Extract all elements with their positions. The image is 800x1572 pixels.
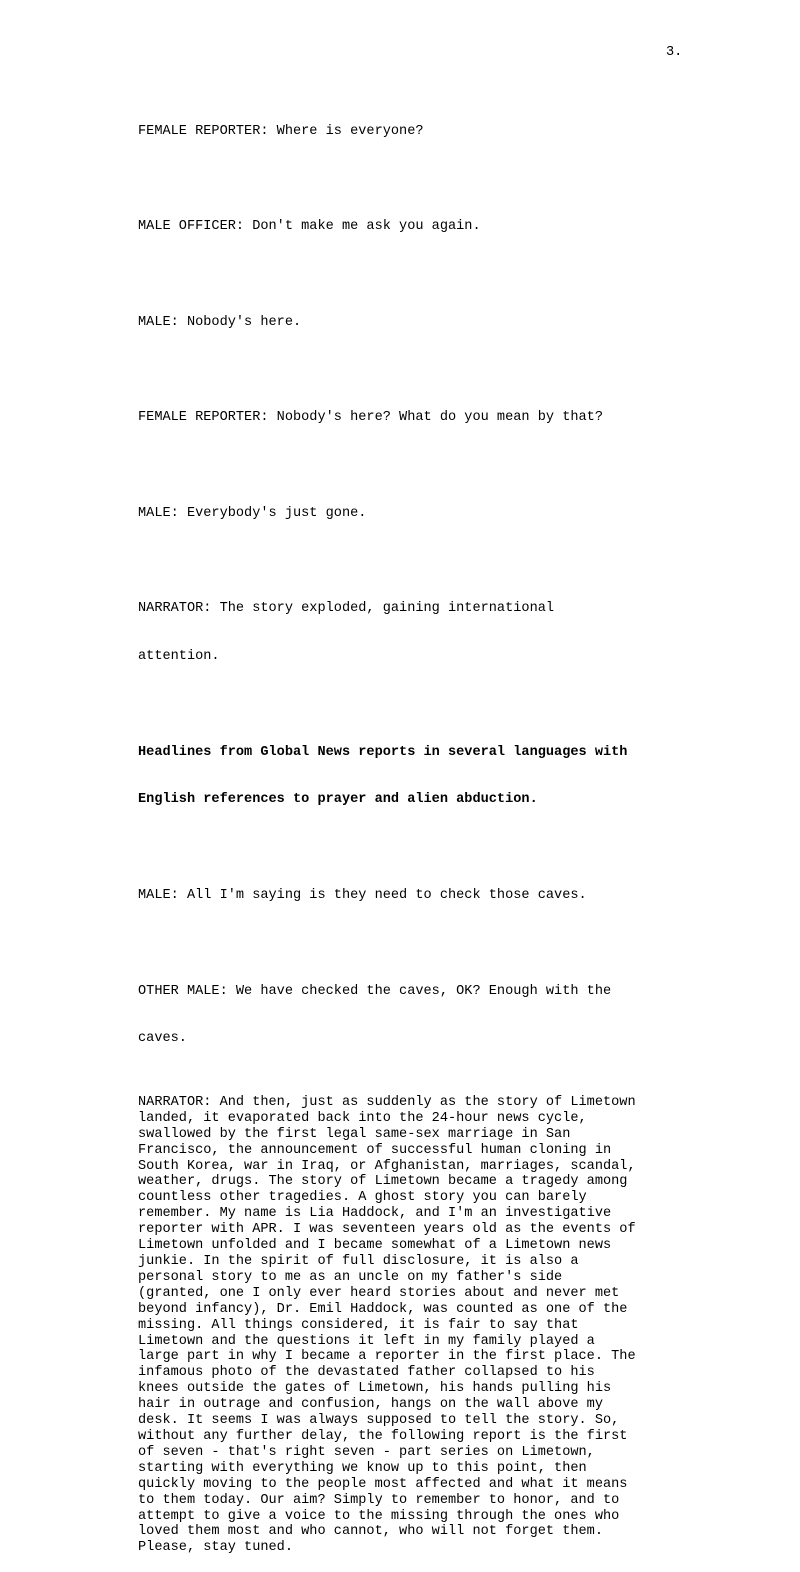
dialogue-line: swallowed by the first legal same-sex marriage in San <box>138 1126 571 1142</box>
dialogue-narrator-2 <box>138 1095 738 1556</box>
dialogue-line: South Korea, war in Iraq, or Afghanistan, marriages, scandal, <box>138 1158 636 1174</box>
dialogue-line: Limetown and the questions it left in my family played a <box>138 1333 595 1349</box>
dialogue-line: beyond infancy), Dr. Emil Haddock, was counted as one of the <box>138 1301 628 1317</box>
dialogue-line: Please, stay tuned. <box>138 1540 293 1556</box>
dialogue-male-2 <box>138 474 738 554</box>
action-headlines <box>138 713 738 840</box>
dialogue-line: reporter with APR. I was seventeen years old as the events of <box>138 1222 636 1238</box>
dialogue-line: knees outside the gates of Limetown, his hands pulling his <box>138 1381 612 1397</box>
dialogue-male-1 <box>138 283 738 363</box>
dialogue-male-officer <box>138 188 738 268</box>
dialogue-female-reporter-1 <box>138 92 738 172</box>
dialogue-line: attention. <box>138 649 220 665</box>
dialogue-male-3 <box>138 856 738 936</box>
dialogue-line: without any further delay, the following report is the first <box>138 1428 628 1444</box>
script-body <box>138 92 738 1572</box>
action-line: English references to prayer and alien abduction. <box>138 792 538 808</box>
dialogue-narrator-1 <box>138 570 738 697</box>
dialogue-line: landed, it evaporated back into the 24-hour news cycle, <box>138 1110 587 1126</box>
dialogue-line: quickly moving to the people most affected and what it means <box>138 1476 628 1492</box>
dialogue-line: Francisco, the announcement of successful human cloning in <box>138 1142 612 1158</box>
dialogue-line: caves. <box>138 1031 187 1047</box>
dialogue-line: MALE: Nobody's here. <box>138 314 302 330</box>
dialogue-other-male <box>138 952 738 1079</box>
dialogue-line: missing. All things considered, it is fair to say that <box>138 1317 579 1333</box>
dialogue-line: OTHER MALE: We have checked the caves, OK? Enough with the <box>138 983 612 999</box>
dialogue-line: Limetown unfolded and I became somewhat of a Limetown news <box>138 1238 612 1254</box>
dialogue-line: MALE: Everybody's just gone. <box>138 505 367 521</box>
action-line: Headlines from Global News reports in several languages with <box>138 744 628 760</box>
dialogue-line: remember. My name is Lia Haddock, and I'm an investigative <box>138 1206 612 1222</box>
dialogue-line: starting with everything we know up to this point, then <box>138 1460 587 1476</box>
dialogue-line: weather, drugs. The story of Limetown became a tragedy among <box>138 1174 628 1190</box>
dialogue-line: desk. It seems I was always supposed to tell the story. So, <box>138 1413 620 1429</box>
dialogue-line: personal story to me as an uncle on my father's side <box>138 1269 563 1285</box>
dialogue-line: MALE OFFICER: Don't make me ask you again. <box>138 219 481 235</box>
dialogue-line: of seven - that's right seven - part series on Limetown, <box>138 1444 595 1460</box>
dialogue-line: FEMALE REPORTER: Nobody's here? What do you mean by that? <box>138 410 603 426</box>
page-number: 3. <box>666 45 683 60</box>
dialogue-line: countless other tragedies. A ghost story you can barely <box>138 1190 587 1206</box>
dialogue-line: (granted, one I only ever heard stories about and never met <box>138 1285 620 1301</box>
dialogue-line: attempt to give a voice to the missing through the ones who <box>138 1508 620 1524</box>
dialogue-line: MALE: All I'm saying is they need to check those caves. <box>138 887 587 903</box>
dialogue-line: large part in why I became a reporter in the first place. The <box>138 1349 636 1365</box>
dialogue-line: hair in outrage and confusion, hangs on the wall above my <box>138 1397 603 1413</box>
dialogue-line: loved them most and who cannot, who will not forget them. <box>138 1524 603 1540</box>
dialogue-line: to them today. Our aim? Simply to remember to honor, and to <box>138 1492 620 1508</box>
dialogue-line: infamous photo of the devastated father collapsed to his <box>138 1365 595 1381</box>
dialogue-line: FEMALE REPORTER: Where is everyone? <box>138 123 424 139</box>
dialogue-line: NARRATOR: The story exploded, gaining international <box>138 601 555 617</box>
dialogue-line: NARRATOR: And then, just as suddenly as the story of Limetown <box>138 1094 636 1110</box>
dialogue-line: junkie. In the spirit of full disclosure, it is also a <box>138 1254 579 1269</box>
dialogue-female-reporter-2 <box>138 379 738 459</box>
